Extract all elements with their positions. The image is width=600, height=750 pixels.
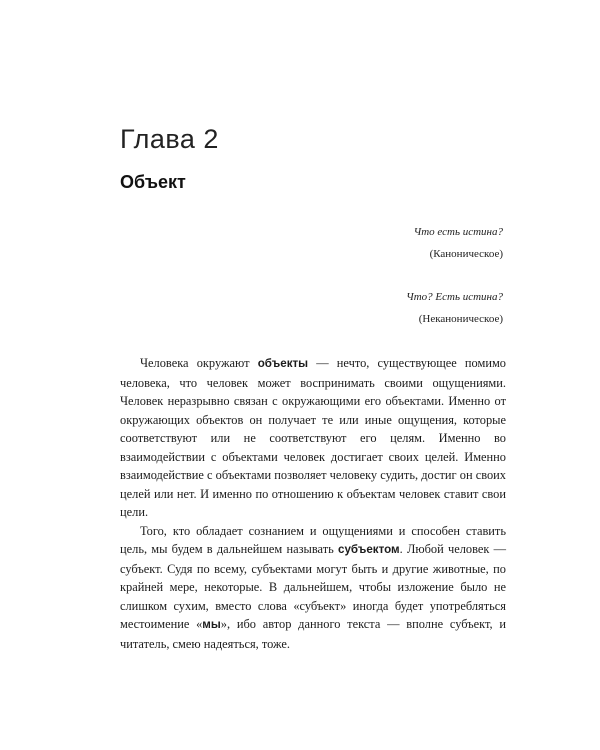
term-we: мы [202,618,221,631]
term-objects: объекты [257,357,309,370]
text-run: », ибо автор данного текста — вполне субъект, и читатель, смею надеяться, тоже. [120,617,506,651]
epigraph-attribution: (Неканоническое) [418,313,503,325]
epigraph-quote: Что? Есть истина? [406,291,503,303]
term-subject: субъектом [338,543,400,556]
body-text [120,354,506,653]
text-run: . Любой человек — субъект. Судя по всему, субъектами могут быть и другие животные, по крайней мере, некоторые. В дальнейшем, чтобы изложение было не слишком сухим, вместо слова «субъект» иногда будет употребляться местоимение « [120,542,506,631]
chapter-number: Глава 2 [120,124,219,154]
text-run: Того, кто обладает сознанием и ощущениями и способен ставить цель, мы будем в дальнейшем называть [120,523,506,556]
epigraph-2 [406,290,503,326]
text-run: Человека окружают [140,356,258,370]
paragraph [120,522,506,654]
text-run: — нечто, существующее помимо человека, что человек может воспринимать своими ощущениями. Человек неразрывно связан с окружающими его объектами. Именно от окружающих объектов он получает те или иные ощущения, которые соответствуют или не соответствуют его целям. Именно во взаимодействии с объектами человек достигает своих целей. Именно взаимодействие с объектами позволяет человеку судить, достиг он своих целей или нет. И именно по отношению к объектам человек ставит свои цели. [120,356,506,519]
paragraph [120,354,506,522]
epigraph-1 [414,225,503,261]
chapter-title: Объект [120,172,186,192]
epigraph-attribution: (Каноническое) [429,248,503,260]
epigraph-quote: Что есть истина? [413,226,503,238]
